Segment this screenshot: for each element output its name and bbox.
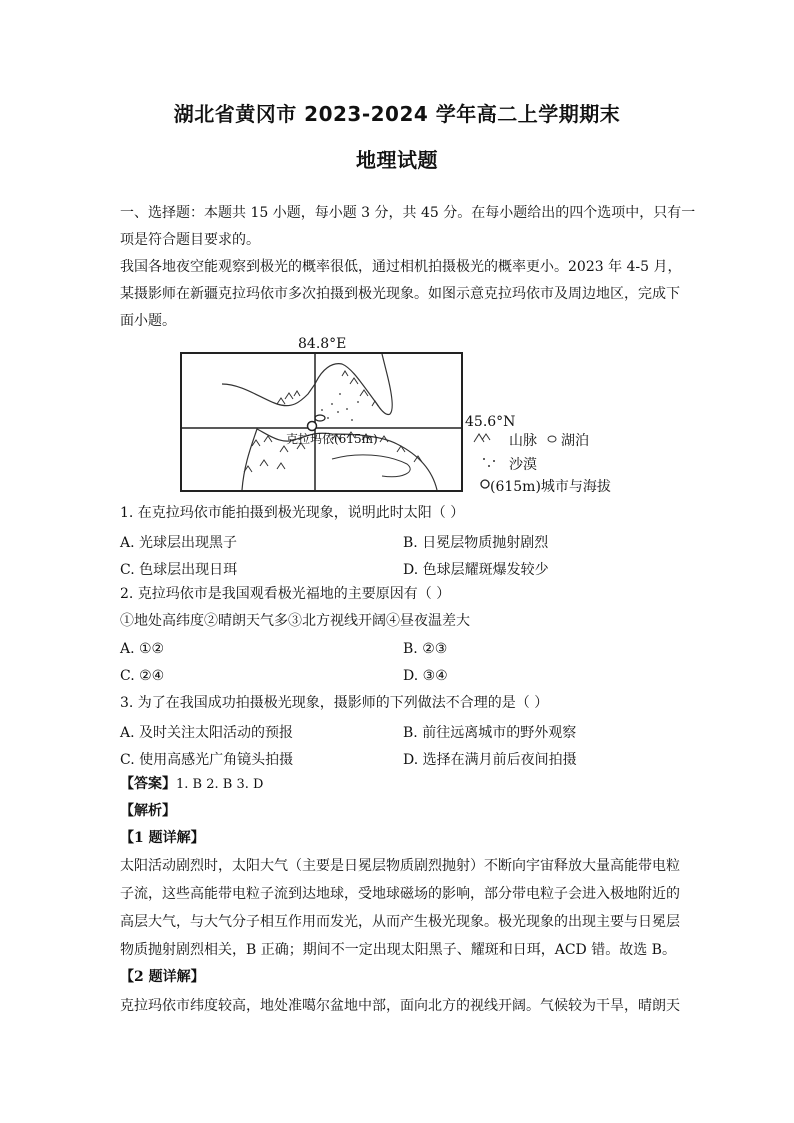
question-2-stem: 2. 克拉玛依市是我国观看极光福地的主要原因有（ ） [120, 586, 451, 602]
page-subtitle: 地理试题 [356, 148, 438, 172]
lake-shape [315, 415, 325, 421]
question-1-stem: 1. 在克拉玛依市能拍摄到极光现象，说明此时太阳（ ） [120, 505, 465, 521]
question-1-option-d: D. 色球层耀斑爆发较少 [403, 562, 549, 578]
instructions-line-1: 一、选择题：本题共 15 小题，每小题 3 分，共 45 分。在每小题给出的四个选项中，只有一 [120, 205, 696, 221]
answer-label: 【答案】 [120, 776, 176, 792]
detail-1-line-4: 物质抛射剧烈相关，B 正确；期间不一定出现太阳黑子、耀斑和日珥，ACD 错。故选 B。 [120, 942, 676, 958]
detail-2-line-1: 克拉玛依市纬度较高，地处准噶尔盆地中部，面向北方的视线开阔。气候较为干旱，晴朗天 [120, 998, 680, 1014]
legend-mountain-icon [472, 430, 496, 448]
detail-1-label: 【1 题详解】 [120, 830, 205, 846]
question-2-option-a: A. ①② [120, 641, 165, 657]
map-figure [180, 352, 463, 492]
question-3-option-c: C. 使用高感光广角镜头拍摄 [120, 752, 294, 768]
question-1-option-a: A. 光球层出现黑子 [120, 535, 238, 551]
question-3-stem: 3. 为了在我国成功拍摄极光现象，摄影师的下列做法不合理的是（ ） [120, 695, 549, 711]
answer-line [120, 771, 263, 798]
legend-city-label: (615m)城市与海拔 [490, 479, 611, 495]
page-title: 湖北省黄冈市 2023-2024 学年高二上学期期末 [173, 102, 621, 126]
question-1-option-c: C. 色球层出现日珥 [120, 562, 238, 578]
passage-line-2: 某摄影师在新疆克拉玛依市多次拍摄到极光现象。如图示意克拉玛依市及周边地区，完成下 [120, 286, 680, 302]
answer-values: 1. B 2. B 3. D [176, 777, 264, 792]
legend-desert-icon [480, 455, 502, 473]
passage-line-1: 我国各地夜空能观察到极光的概率很低，通过相机拍摄极光的概率更小。2023 年 4-5 月， [120, 259, 682, 275]
mountain-symbols-north [277, 371, 378, 406]
question-2-sub: ①地处高纬度②晴朗天气多③北方视线开阔④昼夜温差大 [120, 613, 470, 629]
detail-1-line-2: 子流，这些高能带电粒子流到达地球，受地球磁场的影响，部分带电粒子会进入极地附近的 [120, 886, 680, 902]
detail-1-line-1: 太阳活动剧烈时，太阳大气（主要是日冕层物质剧烈抛射）不断向宇宙释放大量高能带电粒 [120, 858, 680, 874]
map-drawing [182, 354, 461, 490]
question-3-option-d: D. 选择在满月前后夜间拍摄 [403, 752, 577, 768]
legend-desert-label: 沙漠 [509, 457, 537, 473]
legend-city-icon [480, 478, 490, 494]
map-longitude-label: 84.8°E [298, 336, 347, 352]
question-3-option-a: A. 及时关注太阳活动的预报 [120, 725, 294, 741]
instructions-line-2: 项是符合题目要求的。 [120, 232, 260, 248]
legend-mountain-label: 山脉 [509, 433, 537, 449]
legend-lake-label: 湖泊 [561, 433, 589, 449]
question-3-option-b: B. 前往远离城市的野外观察 [403, 725, 577, 741]
detail-2-label: 【2 题详解】 [120, 969, 205, 985]
passage-line-3: 面小题。 [120, 313, 176, 329]
detail-1-line-3: 高层大气，与大气分子相互作用而发光，从而产生极光现象。极光现象的出现主要与日冕层 [120, 914, 680, 930]
desert-contour [332, 455, 410, 477]
map-latitude-label: 45.6°N [465, 414, 516, 430]
north-boundary [222, 354, 392, 415]
legend-lake-icon [546, 432, 558, 448]
desert-dots [321, 393, 359, 421]
question-2-option-d: D. ③④ [403, 668, 448, 684]
question-2-option-c: C. ②④ [120, 668, 165, 684]
question-2-option-b: B. ②③ [403, 641, 448, 657]
question-1-option-b: B. 日冕层物质抛射剧烈 [403, 535, 549, 551]
analysis-label: 【解析】 [120, 803, 176, 819]
map-city-label: 克拉玛依(615m) [286, 432, 378, 446]
